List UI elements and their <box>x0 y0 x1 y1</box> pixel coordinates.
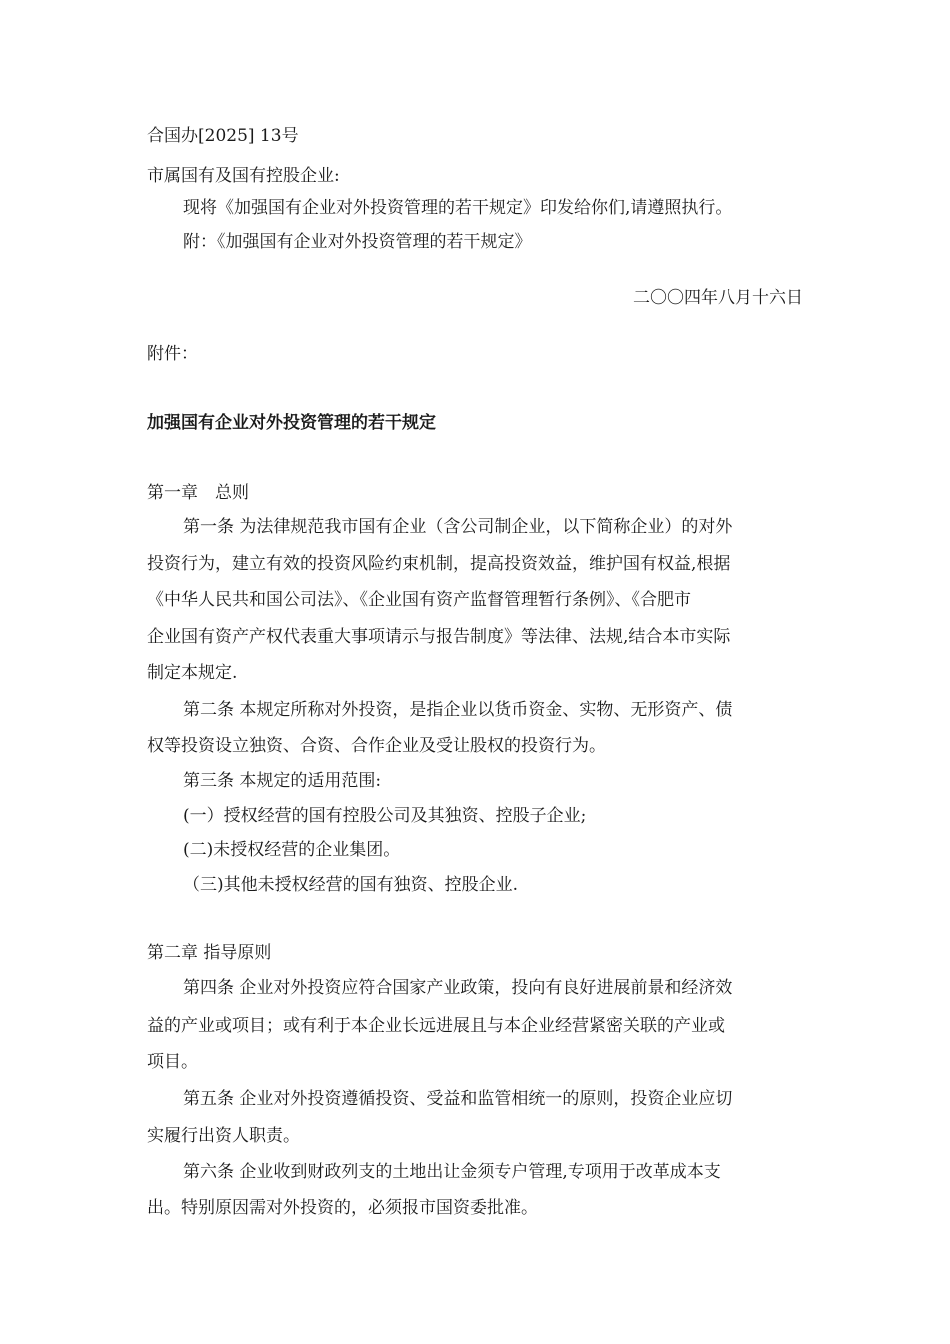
intro-paragraph: 现将《加强国有企业对外投资管理的若干规定》印发给你们,请遵照执行。 <box>183 198 733 218</box>
article1-line: 第一条 为法律规范我市国有企业（含公司制企业，以下简称企业）的对外 <box>183 517 733 537</box>
article1-line: 《中华人民共和国公司法》、《企业国有资产监督管理暂行条例》、《合肥市 <box>147 590 691 610</box>
issue-date: 二〇〇四年八月十六日 <box>633 288 803 308</box>
attachment-label: 附件： <box>147 344 198 364</box>
chapter1-heading: 第一章 总则 <box>147 483 249 503</box>
article3-line: 第三条 本规定的适用范围: <box>183 771 382 791</box>
article4-line: 项目。 <box>147 1052 198 1072</box>
article5-line: 第五条 企业对外投资遵循投资、受益和监管相统一的原则，投资企业应切 <box>183 1089 733 1109</box>
attachment-note: 附：《加强国有企业对外投资管理的若干规定》 <box>183 232 532 252</box>
scope-item: (一）授权经营的国有控股公司及其独资、控股子企业; <box>183 806 587 826</box>
article4-line: 益的产业或项目；或有利于本企业长远进展且与本企业经营紧密关联的产业或 <box>147 1016 725 1036</box>
article5-line: 实履行出资人职责。 <box>147 1126 300 1146</box>
regulation-title: 加强国有企业对外投资管理的若干规定 <box>147 413 436 433</box>
recipients: 市属国有及国有控股企业: <box>147 166 340 186</box>
article4-line: 第四条 企业对外投资应符合国家产业政策，投向有良好进展前景和经济效 <box>183 978 733 998</box>
doc-number: 合国办[2025] 13号 <box>147 126 299 146</box>
article1-line: 企业国有资产产权代表重大事项请示与报告制度》等法律、法规,结合本市实际 <box>147 627 731 647</box>
article1-line: 制定本规定. <box>147 663 238 683</box>
article1-line: 投资行为，建立有效的投资风险约束机制，提高投资效益，维护国有权益,根据 <box>147 554 731 574</box>
article2-line: 权等投资设立独资、合资、合作企业及受让股权的投资行为。 <box>147 736 606 756</box>
scope-item: (二)未授权经营的企业集团。 <box>183 840 401 860</box>
article6-line: 出。特别原因需对外投资的，必须报市国资委批准。 <box>147 1198 538 1218</box>
article2-line: 第二条 本规定所称对外投资，是指企业以货币资金、实物、无形资产、债 <box>183 700 733 720</box>
scope-item: （三)其他未授权经营的国有独资、控股企业. <box>183 875 519 895</box>
chapter2-heading: 第二章 指导原则 <box>147 943 272 963</box>
article6-line: 第六条 企业收到财政列支的土地出让金须专户管理,专项用于改革成本支 <box>183 1162 721 1182</box>
